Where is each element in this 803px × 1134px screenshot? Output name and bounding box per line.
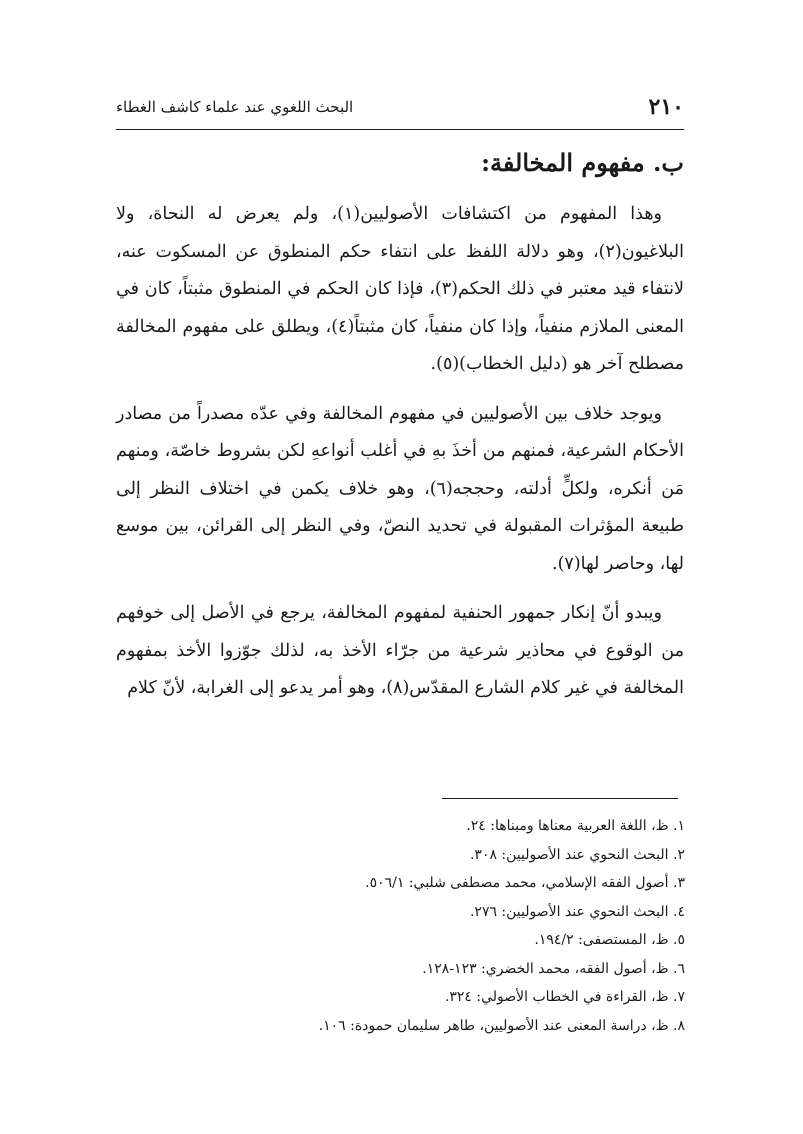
header-divider — [116, 129, 684, 130]
footnote-1: ١. ظ، اللغة العربية معناها ومبناها: ٢٤. — [466, 818, 685, 834]
footnote-5: ٥. ظ، المستصفى: ١٩٤/٢. — [534, 932, 685, 948]
running-head: البحث اللغوي عند علماء كاشف الغطاء — [116, 98, 354, 116]
section-title: ب. مفهوم المخالفة: — [481, 148, 684, 177]
footnote-2: ٢. البحث النحوي عند الأصوليين: ٣٠٨. — [469, 846, 685, 863]
footnote-6: ٦. ظ، أصول الفقه، محمد الخضري: ١٢٣-١٢٨. — [422, 960, 685, 977]
footnote-8: ٨. ظ، دراسة المعنى عند الأصوليين، طاهر سليمان حمودة: ١٠٦. — [318, 1017, 685, 1034]
footnote-4: ٤. البحث النحوي عند الأصوليين: ٢٧٦. — [469, 903, 685, 920]
paragraph-2: ويوجد خلاف بين الأصوليين في مفهوم المخالفة وفي عدّه مصدراً من مصادر الأحكام الشرعية، فمنهم من أخذَ بهِ في أغلب أنواعهِ لكن بشروط خاصّة، ومنهم مَن أنكره، ولكلٍّ أدلته، وحججه(٦)، وهو خلاف يكمن في اختلاف النظر إلى طبيعة المؤثرات المقبولة في تحديد النصّ، وفي النظر إلى القرائن، بين موسع لها، وحاصر لها(٧). — [116, 403, 684, 574]
paragraph-3: ويبدو أنّ إنكار جمهور الحنفية لمفهوم المخالفة، يرجع في الأصل إلى خوفهم من الوقوع في محاذير شرعية من جرّاء الأخذ به، لذلك جوّزوا الأخذ بمفهوم المخالفة في غير كلام الشارع المقدّس(٨)، وهو أمر يدعو إلى الغرابة، لأنّ كلام — [116, 603, 684, 698]
page-number: ٢١٠ — [648, 94, 684, 120]
footnotes-list — [165, 812, 685, 1040]
body-text — [116, 196, 684, 720]
page-header — [116, 92, 684, 126]
footnote-7: ٧. ظ، القراءة في الخطاب الأصولي: ٣٢٤. — [444, 989, 685, 1005]
footnote-divider — [442, 798, 678, 799]
footnote-3: ٣. أصول الفقه الإسلامي، محمد مصطفى شلبي: ٥٠٦/١. — [365, 875, 685, 891]
paragraph-1: وهذا المفهوم من اكتشافات الأصوليين(١)، ولم يعرض له النحاة، ولا البلاغيون(٢)، وهو دلالة اللفظ على انتفاء حكم المنطوق عن المسكوت عنه، لانتفاء قيد معتبر في ذلك الحكم(٣)، فإذا كان الحكم في المنطوق مثبتاً، كان في المعنى الملازم منفياً، وإذا كان منفياً، كان مثبتاً(٤)، ويطلق على مفهوم المخالفة مصطلح آخر هو (دليل الخطاب)(٥). — [116, 204, 685, 374]
